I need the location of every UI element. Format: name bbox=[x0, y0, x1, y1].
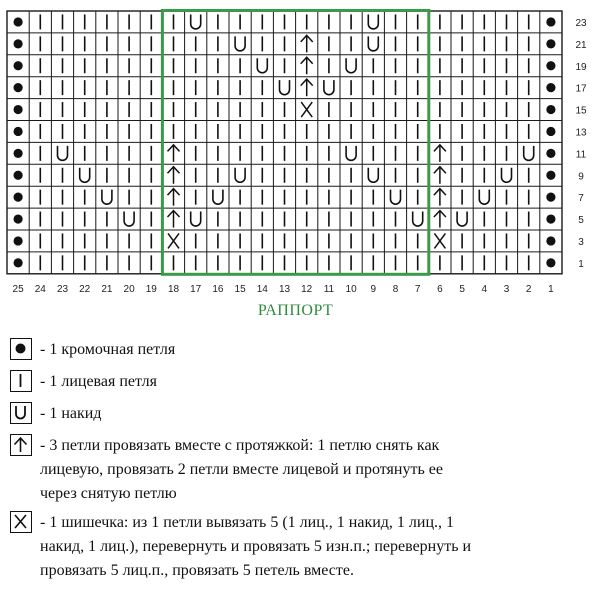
row-number-label: 9 bbox=[578, 171, 584, 183]
edge-stitch-dot bbox=[546, 61, 555, 70]
legend-text: - 1 накид bbox=[40, 405, 102, 422]
edge-stitch-dot bbox=[14, 17, 23, 26]
column-number-label: 2 bbox=[525, 283, 532, 295]
column-number-label: 9 bbox=[370, 283, 377, 295]
column-number-label: 23 bbox=[56, 283, 69, 295]
column-number-label: 14 bbox=[256, 283, 268, 295]
dot-icon bbox=[10, 338, 32, 360]
column-number-label: 21 bbox=[101, 283, 113, 295]
row-number-label: 19 bbox=[575, 61, 587, 73]
edge-stitch-dot bbox=[546, 236, 555, 245]
edge-stitch-dot bbox=[14, 236, 23, 245]
edge-stitch-dot bbox=[14, 61, 23, 70]
column-number-label: 7 bbox=[414, 283, 421, 295]
edge-stitch-dot bbox=[546, 149, 555, 158]
edge-stitch-dot bbox=[14, 105, 23, 114]
row-number-label: 3 bbox=[578, 236, 584, 248]
legend-item-knit-stitch bbox=[10, 370, 157, 394]
bar-icon bbox=[10, 370, 32, 392]
column-number-label: 13 bbox=[278, 283, 291, 295]
edge-stitch-dot bbox=[14, 39, 23, 48]
legend-item-yarn-over bbox=[10, 402, 101, 426]
column-number-label: 19 bbox=[145, 283, 157, 295]
edge-stitch-dot bbox=[14, 214, 23, 223]
legend-text: - 1 кромочная петля bbox=[40, 341, 176, 358]
edge-stitch-dot bbox=[546, 193, 555, 202]
edge-stitch-dot bbox=[546, 258, 555, 267]
edge-stitch-dot bbox=[546, 105, 555, 114]
column-number-label: 15 bbox=[234, 283, 246, 295]
column-number-label: 1 bbox=[548, 283, 554, 295]
column-number-label: 4 bbox=[481, 283, 488, 295]
edge-stitch-dot bbox=[546, 39, 555, 48]
row-number-label: 5 bbox=[578, 215, 584, 227]
row-number-label: 21 bbox=[575, 39, 587, 51]
legend-text: - 1 шишечка: из 1 петли вывязать 5 (1 лиц., 1 накид, 1 лиц., 1 накид, 1 лиц.), перевернуть и провязать 5 изн.п.; перевернуть и провязать 5 лиц.п., провязать 5 петель вместе. bbox=[40, 514, 472, 579]
edge-stitch-dot bbox=[546, 127, 555, 136]
edge-stitch-dot bbox=[14, 193, 23, 202]
edge-stitch-dot bbox=[546, 83, 555, 92]
edge-stitch-dot bbox=[546, 171, 555, 180]
edge-stitch-dot bbox=[546, 17, 555, 26]
column-number-label: 20 bbox=[123, 283, 135, 295]
column-number-label: 8 bbox=[392, 283, 399, 295]
legend-item-decrease bbox=[10, 434, 443, 506]
edge-stitch-dot bbox=[14, 171, 23, 180]
legend-item-bobble bbox=[10, 511, 471, 583]
u-icon bbox=[10, 402, 32, 424]
row-number-label: 15 bbox=[575, 105, 587, 117]
column-number-label: 5 bbox=[459, 283, 465, 295]
column-number-label: 12 bbox=[301, 283, 313, 295]
column-number-label: 10 bbox=[345, 283, 357, 295]
row-number-label: 23 bbox=[575, 17, 587, 29]
edge-stitch-dot bbox=[546, 214, 555, 223]
column-number-label: 25 bbox=[12, 283, 24, 295]
column-number-label: 17 bbox=[190, 283, 202, 295]
edge-stitch-dot bbox=[14, 83, 23, 92]
edge-stitch-dot bbox=[14, 258, 23, 267]
edge-stitch-dot bbox=[14, 149, 23, 158]
legend-item-edge-stitch bbox=[10, 338, 175, 362]
column-number-label: 18 bbox=[167, 283, 180, 295]
column-number-label: 22 bbox=[79, 283, 91, 295]
row-number-label: 7 bbox=[578, 193, 584, 205]
x-icon bbox=[10, 511, 32, 533]
row-number-label: 17 bbox=[575, 83, 587, 95]
legend-text: - 3 петли провязать вместе с протяжкой: 1 петлю снять как лицевую, провязать 2 петли вместе лицевой и протянуть ее через снятую петлю bbox=[40, 437, 443, 502]
column-number-label: 3 bbox=[503, 283, 510, 295]
row-number-label: 1 bbox=[578, 258, 584, 270]
edge-stitch-dot bbox=[14, 127, 23, 136]
arrow-up-icon bbox=[10, 434, 32, 456]
column-number-label: 11 bbox=[323, 283, 335, 295]
row-number-label: 11 bbox=[575, 149, 587, 161]
column-number-label: 6 bbox=[437, 283, 443, 295]
column-number-label: 16 bbox=[212, 283, 224, 295]
legend-text: - 1 лицевая петля bbox=[40, 373, 157, 390]
column-number-label: 24 bbox=[34, 283, 46, 295]
row-number-label: 13 bbox=[575, 127, 587, 139]
repeat-label: РАППОРТ bbox=[257, 301, 334, 319]
